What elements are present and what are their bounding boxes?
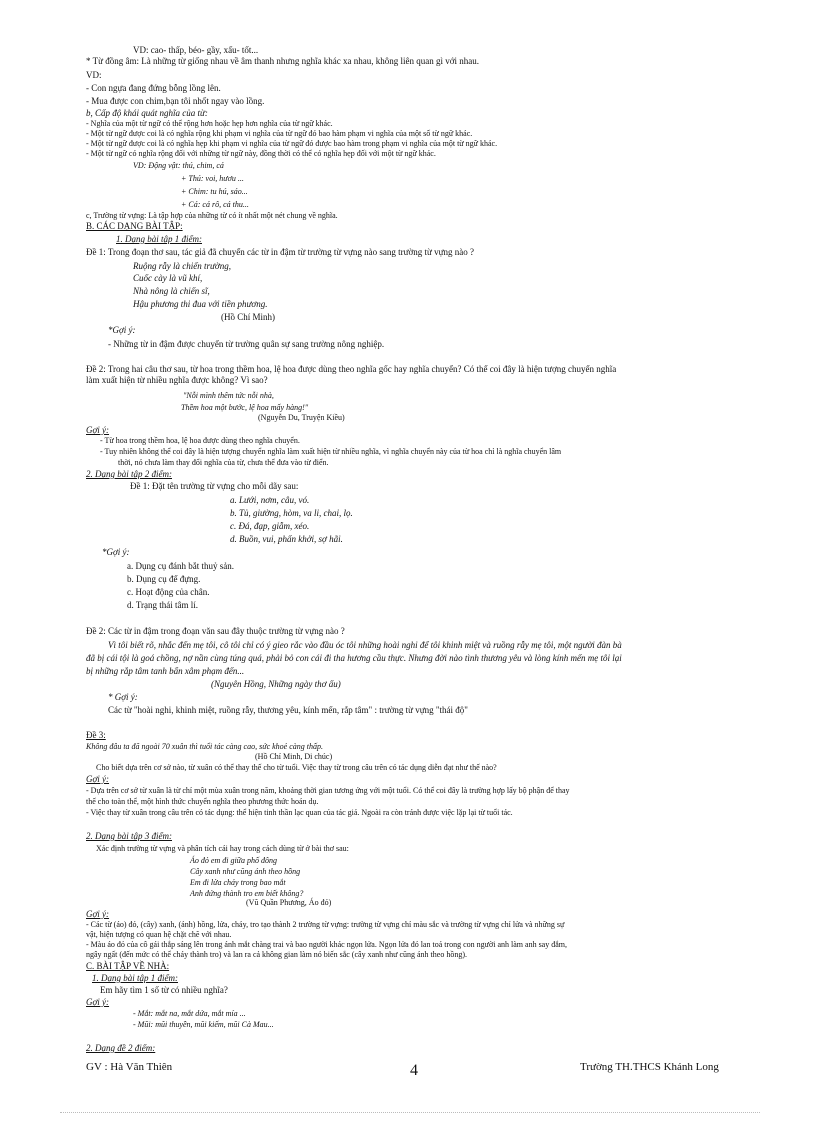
text-line: Cho biết dựa trên cơ sở nào, từ xuân có thể thay thế cho từ tuổi. Việc thay từ trong câu trên có tác dụng diễn đạt như thế nào? [96,763,497,772]
list-item: c. Đá, đạp, giẫm, xéo. [230,521,310,531]
exercise-line: làm xuất hiện từ nhiều nghĩa được không? Vì sao? [86,375,268,385]
exercise-line: Đề 2: Các từ in đậm trong đoạn văn sau đây thuộc trường từ vựng nào ? [86,626,345,636]
hint-label: *Gợi ý: [102,547,130,557]
list-item: b. Dụng cụ để đựng. [127,574,201,584]
text-line: ngây ngất (đến mức có thể cháy thành tro) và lan ra cả không gian làm nó biến sắc (cây xanh như cũng ánh theo hồng). [86,950,467,959]
hint-label: Gợi ý: [86,774,110,784]
list-item: b. Tủ, giường, hòm, va li, chai, lọ. [230,508,353,518]
text-line: - Một từ ngữ được coi là có nghĩa rộng khi phạm vi nghĩa của từ ngữ đó bao hàm phạm vi nghĩa của một số từ ngữ khác. [86,129,473,138]
subsection-heading: 1. Dạng bài tập 1 điểm: [92,973,178,983]
source-line: (Nguyên Hồng, Những ngày thơ ấu) [211,679,341,689]
page-number: 4 [410,1062,418,1079]
example-line: + Thú: voi, hươu ... [181,174,244,183]
quote-line: Không đâu ta đã ngoài 70 xuân thì tuổi tác càng cao, sức khoẻ càng thấp. [86,742,323,751]
list-item: d. Trạng thái tâm lí. [127,600,199,610]
hint-label: * Gợi ý: [108,692,138,702]
text-line: - Mắt: mắt na, mắt dứa, mắt mía ... [133,1009,246,1018]
poem-line: Anh đứng thành tro em biết không? [190,889,304,898]
exercise-line: Đề 1: Trong đoạn thơ sau, tác giả đã chuyển các từ in đậm từ trường từ vựng nào sang trường từ vựng nào ? [86,247,474,257]
text-line: - Dựa trên cơ sở từ xuân là từ chỉ một mùa xuân trong năm, khoảng thời gian tương ứng với một tuổi. Có thể coi đây là trường hợp lấy bộ phận để thay [86,786,570,795]
subsection-heading: 2. Dạng bài tập 2 điểm: [86,469,172,479]
subsection-heading: 1. Dạng bài tập 1 điểm: [116,234,202,244]
passage-line: đã bị cái tội là goá chồng, nợ nần cùng túng quá, phải bỏ con cái đi tha hương cầu thực. Nhưng đời nào tình thương yêu và lòng kính mến mẹ tôi lại [86,653,622,663]
text-line: - Các từ (áo) đỏ, (cây) xanh, (ánh) hồng, lửa, cháy, tro tạo thành 2 trường từ vựng: trường từ vựng chỉ màu sắc và trường từ vựng chỉ lửa và những sự [86,920,565,929]
footer-school: Trường TH.THCS Khánh Long [580,1061,719,1073]
text-line: VD: [86,70,102,80]
text-line: Các từ "hoài nghi, khinh miệt, ruồng rẫy, thương yêu, kính mến, rắp tâm" : trường từ vựng "thái độ" [108,705,468,715]
text-line: vật, hiện tượng có quan hệ chặt chẽ với nhau. [86,930,232,939]
list-item: d. Buồn, vui, phấn khởi, sợ hãi. [230,534,343,544]
example-line: VD: Động vật: thú, chim, cá [133,161,224,170]
passage-line: Vì tôi biết rõ, nhắc đến mẹ tôi, cô tôi chỉ có ý gieo rắc vào đầu óc tôi những hoài nghi để tôi khinh miệt và ruồng rẫy mẹ tôi, một người đàn bà [108,640,622,650]
section-heading: B. CÁC DẠNG BÀI TẬP: [86,221,183,231]
text-line: - Từ hoa trong thềm hoa, lệ hoa được dùng theo nghĩa chuyển. [100,436,300,445]
example-line: + Chim: tu hú, sáo... [181,187,248,196]
text-line: - Mua được con chim,bạn tôi nhốt ngay vào lồng. [86,96,265,106]
source-line: (Hồ Chí Minh, Di chúc) [255,752,333,761]
footer-divider [60,1112,760,1113]
source-line: (Vũ Quần Phương, Áo đỏ) [246,898,332,907]
text-line: - Tuy nhiên không thể coi đây là hiện tượng chuyển nghĩa làm xuất hiện từ nhiều nghĩa, vì nghĩa chuyển này của từ hoa chỉ là nghĩa chuyển lâm [100,447,562,456]
list-item: a. Lưới, nơm, câu, vó. [230,495,310,505]
text-line: Xác định trường từ vựng và phân tích cái hay trong cách dùng từ ở bài thơ sau: [96,844,349,853]
poem-line: "Nỗi mình thêm tức nỗi nhà, [183,391,274,400]
list-item: a. Dụng cụ đánh bắt thuỷ sản. [127,561,234,571]
hint-label: Gợi ý: [86,425,110,435]
list-item: c. Hoạt động của chân. [127,587,210,597]
text-line: c, Trường từ vựng: Là tập hợp của những từ có ít nhất một nét chung về nghĩa. [86,211,338,220]
poem-line: Hậu phương thi đua với tiền phương. [133,299,268,309]
exercise-line: Em hãy tìm 1 số từ có nhiều nghĩa? [100,985,228,995]
passage-line: bị những rắp tâm tanh bẩn xâm phạm đến... [86,666,245,676]
text-line: - Nghĩa của một từ ngữ có thể rộng hơn hoặc hẹp hơn nghĩa của từ ngữ khác. [86,119,333,128]
subsection-heading: 2. Dạng đề 2 điểm: [86,1043,156,1053]
hint-label: Gợi ý: [86,909,110,919]
text-line: - Những từ in đậm được chuyển từ trường quân sự sang trường nông nghiệp. [108,339,385,349]
poem-line: Em đi lửa cháy trong bao mắt [190,878,286,887]
source-line: (Hồ Chí Minh) [221,312,275,322]
text-line: - Con ngựa đang đứng bỗng lồng lên. [86,83,221,93]
text-line: - Một từ ngữ có nghĩa rộng đối với những từ ngữ này, đồng thời có thể có nghĩa hẹp đối với một từ ngữ khác. [86,149,436,158]
hint-label: Gợi ý: [86,997,110,1007]
poem-line: Cây xanh như cũng ánh theo hồng [190,867,301,876]
text-line: thời, nó chưa làm thay đổi nghĩa của từ, chưa thể đưa vào từ điển. [118,458,329,467]
text-line: - Mũi: mũi thuyền, mũi kiếm, mũi Cà Mau... [133,1020,274,1029]
example-line: VD: cao- thấp, béo- gầy, xấu- tốt... [133,45,259,55]
text-line: - Một từ ngữ được coi là có nghĩa hẹp khi phạm vi nghĩa của từ ngữ đó được bao hàm trong phạm vi nghĩa của một từ ngữ khác. [86,139,498,148]
example-line: + Cá: cá rô, cá thu... [181,200,249,209]
section-heading: b, Cấp độ khái quát nghĩa của từ: [86,108,208,118]
subsection-heading: 2. Dạng bài tập 3 điểm: [86,831,172,841]
exercise-line: Đề 1: Đặt tên trường từ vựng cho mỗi dãy sau: [130,481,299,491]
exercise-heading: Đề 3: [86,730,106,740]
poem-line: Thềm hoa một bước, lệ hoa mấy hàng!" [181,403,309,412]
poem-line: Ruộng rẫy là chiến trường, [133,261,231,271]
section-heading: C. BÀI TẬP VỀ NHÀ: [86,961,170,971]
text-line: - Việc thay từ xuân trong câu trên có tác dụng: thể hiện tinh thần lạc quan của tác giả. Ngoài ra còn tránh được việc lặp lại từ tuổi tác. [86,808,513,817]
footer-teacher: GV : Hà Văn Thiên [86,1061,173,1073]
source-line: (Nguyễn Du, Truyện Kiều) [258,413,345,422]
exercise-line: Đề 2: Trong hai câu thơ sau, từ hoa trong thềm hoa, lệ hoa được dùng theo nghĩa gốc hay nghĩa chuyển? Có thể coi đây là hiện tượng chuyển nghĩa [86,364,617,374]
hint-label: *Gợi ý: [108,325,136,335]
text-line: - Màu áo đỏ của cô gái thắp sáng lên trong ánh mắt chàng trai và bao người khác ngọn lửa. Ngọn lửa đó lan toả trong con người anh làm anh say đắm, [86,940,568,949]
poem-line: Cuốc cày là vũ khí, [133,273,203,283]
text-line: thế cho toàn thể, một hình thức chuyển nghĩa theo phương thức hoán dụ. [86,797,319,806]
text-line: * Từ đồng âm: Là những từ giống nhau về âm thanh nhưng nghĩa khác xa nhau, không liên quan gì với nhau. [86,56,480,66]
poem-line: Nhà nông là chiến sĩ, [133,286,210,296]
poem-line: Áo đỏ em đi giữa phố đông [190,856,278,865]
